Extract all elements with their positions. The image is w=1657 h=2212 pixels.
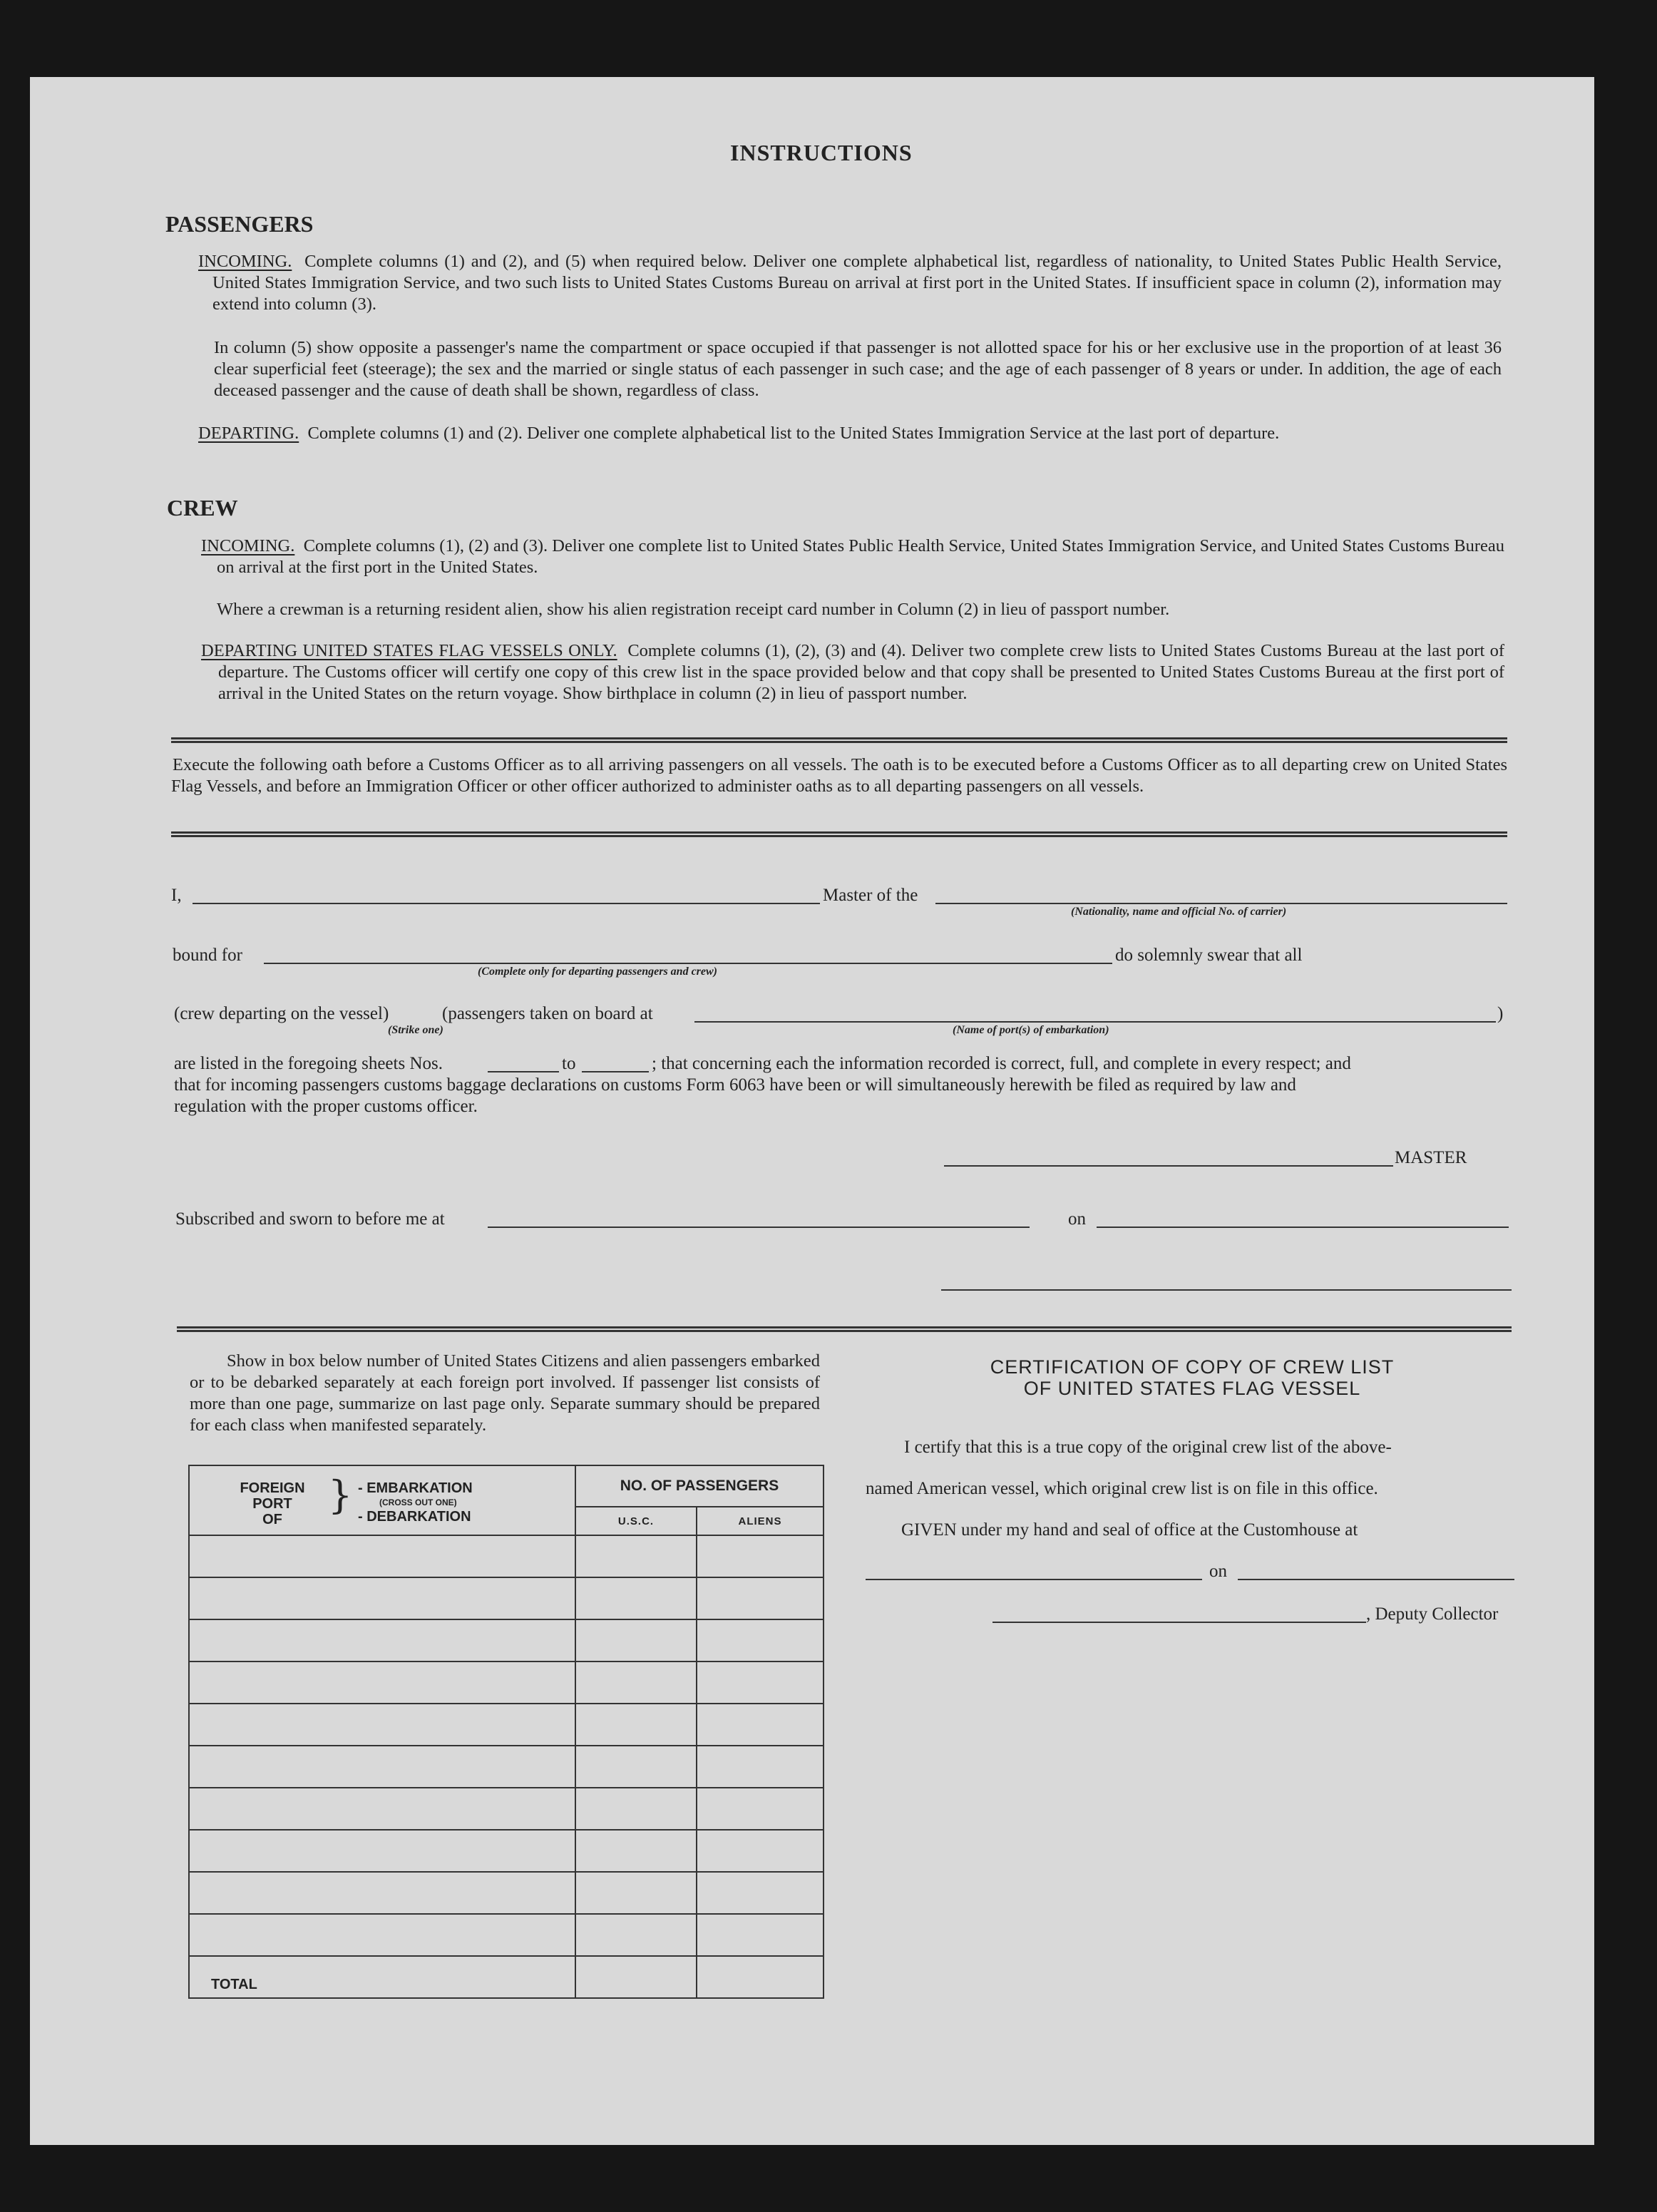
usc-cell[interactable]: [575, 1661, 697, 1704]
usc-cell[interactable]: [575, 1872, 697, 1914]
crew-departing-option[interactable]: (crew departing on the vessel): [174, 1004, 389, 1023]
aliens-cell[interactable]: [697, 1661, 824, 1704]
sworn-on-label: on: [1068, 1209, 1086, 1229]
crew-departing-paragraph: [201, 640, 1504, 705]
aliens-cell[interactable]: [697, 1830, 824, 1872]
oath-i-label: I,: [171, 886, 182, 905]
customhouse-field[interactable]: [866, 1579, 1202, 1580]
passengers-taken-option[interactable]: (passengers taken on board at: [442, 1004, 653, 1023]
crew-resident-paragraph: Where a crewman is a returning resident alien, show his alien registration receipt card number in Column (2) in lieu of passport number.: [217, 600, 1170, 619]
usc-header: U.S.C.: [575, 1507, 697, 1535]
port-cell[interactable]: [189, 1661, 575, 1704]
master-of-the-label: Master of the: [823, 886, 918, 905]
port-cell[interactable]: [189, 1830, 575, 1872]
debarkation-label: - DEBARKATION: [358, 1509, 471, 1525]
passenger-summary-table: [188, 1465, 824, 1999]
passengers-incoming-text: Complete columns (1) and (2), and (5) when required below. Deliver one complete alphabetical list, regardless of nationality, to United States Public Health Service, United States Immigration Service, and two such lists to United States Customs Bureau on arrival at first port in the United States. If insufficient space in column (2), information may extend into column (3).: [212, 252, 1502, 314]
aliens-total-cell[interactable]: [697, 1956, 824, 1998]
sworn-date-field[interactable]: [1097, 1227, 1509, 1228]
port-cell[interactable]: [189, 1746, 575, 1788]
passengers-column5-paragraph: In column (5) show opposite a passenger's name the compartment or space occupied if that passenger is not allotted space for his or her exclusive use in the proportion of at least 36 clear superficial feet (steerage); the sex and the married or single status of each passenger in such case; and the age of each passenger of 8 years or under. In addition, the age of each deceased passenger and the cause of death shall be shown, regardless of class.: [214, 338, 1502, 400]
strike-one-caption: (Strike one): [388, 1024, 443, 1036]
brace-glyph: }: [328, 1473, 353, 1517]
usc-total-cell[interactable]: [575, 1956, 697, 1998]
passengers-departing-label: DEPARTING.: [198, 424, 299, 443]
aliens-cell[interactable]: [697, 1788, 824, 1830]
port-cell[interactable]: [189, 1535, 575, 1577]
aliens-cell[interactable]: [697, 1704, 824, 1746]
passengers-departing-paragraph: [198, 423, 1502, 444]
usc-cell[interactable]: [575, 1830, 697, 1872]
master-name-field[interactable]: [193, 903, 820, 904]
ports-caption: (Name of port(s) of embarkation): [953, 1024, 1109, 1036]
bound-for-field[interactable]: [264, 963, 1112, 964]
summary-note: Show in box below number of United States Citizens and alien passengers embarked or to be debarked separately at each foreign port involved. If passenger list consists of more than one page, summarize on last page only. Separate summary should be prepared for each class when manifested separately.: [190, 1351, 820, 1435]
usc-cell[interactable]: [575, 1535, 697, 1577]
port-cell[interactable]: [189, 1619, 575, 1661]
embarkation-label: - EMBARKATION: [358, 1480, 473, 1496]
aliens-cell[interactable]: [697, 1577, 824, 1619]
certification-line2: named American vessel, which original crew list is on file in this office.: [866, 1479, 1378, 1498]
no-passengers-header: NO. OF PASSENGERS: [575, 1465, 824, 1507]
port-cell[interactable]: [189, 1577, 575, 1619]
bound-for-label: bound for: [173, 946, 242, 965]
total-label: TOTAL: [211, 1977, 257, 1992]
certification-title-line2: OF UNITED STATES FLAG VESSEL: [1023, 1378, 1361, 1399]
crew-departing-text: Complete columns (1), (2), (3) and (4). Deliver two complete crew lists to United States Customs Bureau at the last port of departure. The Customs officer will certify one copy of this crew list in the space provided below and that copy shall be presented to United States Customs Bureau at the first port of arrival in the United States on the return voyage. Show birthplace in column (2) in lieu of passport number.: [218, 641, 1504, 703]
listed-line-2: that for incoming passengers customs baggage declarations on customs Form 6063 have been or will simultaneously herewith be filed as required by law and: [174, 1075, 1296, 1095]
certification-title: [871, 1356, 1513, 1399]
section-divider: [177, 1326, 1512, 1332]
close-paren: ): [1497, 1004, 1504, 1023]
aliens-header: ALIENS: [697, 1507, 824, 1535]
section-divider: [171, 737, 1507, 743]
passengers-departing-text: Complete columns (1) and (2). Deliver one complete alphabetical list to the United States Immigration Service at the last port of departure.: [307, 424, 1280, 443]
usc-cell[interactable]: [575, 1788, 697, 1830]
port-header-cell: [189, 1465, 575, 1535]
sheet-from-field[interactable]: [488, 1071, 559, 1072]
total-row-label: [189, 1956, 575, 1998]
cross-out-label: (CROSS OUT ONE): [379, 1497, 457, 1507]
deputy-collector-label: , Deputy Collector: [1366, 1604, 1499, 1624]
aliens-cell[interactable]: [697, 1872, 824, 1914]
sworn-place-field[interactable]: [488, 1227, 1030, 1228]
aliens-cell[interactable]: [697, 1535, 824, 1577]
aliens-cell[interactable]: [697, 1914, 824, 1956]
sheet-to-field[interactable]: [582, 1071, 649, 1072]
certification-line1: I certify that this is a true copy of the original crew list of the above-: [904, 1438, 1392, 1457]
form-page: [30, 77, 1594, 2145]
to-label: to: [562, 1054, 576, 1073]
aliens-cell[interactable]: [697, 1746, 824, 1788]
col-port-line2: PORT: [252, 1496, 292, 1512]
crew-heading: CREW: [167, 495, 238, 521]
swear-text: do solemnly swear that all: [1115, 946, 1303, 965]
listed-line-3: regulation with the proper customs officer.: [174, 1097, 478, 1116]
subscribed-label: Subscribed and sworn to before me at: [175, 1209, 445, 1229]
usc-cell[interactable]: [575, 1577, 697, 1619]
certification-date-field[interactable]: [1238, 1579, 1514, 1580]
listed-prefix-text: are listed in the foregoing sheets Nos.: [174, 1054, 443, 1073]
port-cell[interactable]: [189, 1704, 575, 1746]
crew-incoming-paragraph: [201, 536, 1505, 578]
master-label: MASTER: [1395, 1148, 1467, 1167]
embarkation-ports-field[interactable]: [694, 1021, 1496, 1023]
master-signature-field[interactable]: [944, 1165, 1393, 1167]
passengers-incoming-paragraph: [198, 251, 1502, 315]
col-port-line1: FOREIGN: [240, 1480, 305, 1496]
passengers-incoming-label: INCOMING.: [198, 252, 292, 271]
crew-incoming-label: INCOMING.: [201, 536, 295, 555]
aliens-cell[interactable]: [697, 1619, 824, 1661]
port-cell[interactable]: [189, 1788, 575, 1830]
page-title: INSTRUCTIONS: [730, 140, 913, 165]
carrier-caption: (Nationality, name and official No. of carrier): [1071, 906, 1287, 918]
bound-for-caption: (Complete only for departing passengers and crew): [478, 966, 717, 978]
crew-departing-label: DEPARTING UNITED STATES FLAG VESSELS ONLY.: [201, 641, 617, 660]
certification-line3: GIVEN under my hand and seal of office at the Customhouse at: [901, 1520, 1358, 1540]
listed-suffix-text: ; that concerning each the information recorded is correct, full, and complete in every respect; and: [652, 1054, 1351, 1073]
usc-cell[interactable]: [575, 1914, 697, 1956]
usc-cell[interactable]: [575, 1704, 697, 1746]
port-cell[interactable]: [189, 1914, 575, 1956]
col-port-line3: OF: [262, 1512, 282, 1527]
officer-signature-field[interactable]: [941, 1289, 1512, 1291]
crew-incoming-text: Complete columns (1), (2) and (3). Deliver one complete list to United States Public Health Service, United States Immigration Service, and United States Customs Bureau on arrival at the first port in the United States.: [217, 536, 1505, 577]
oath-note-paragraph: Execute the following oath before a Customs Officer as to all arriving passengers on all vessels. The oath is to be executed before a Customs Officer as to all departing crew on United States Flag Vessels, and before an Immigration Officer or other officer authorized to administer oaths as to all departing passengers on all vessels.: [171, 755, 1507, 796]
deputy-signature-field[interactable]: [992, 1622, 1366, 1623]
passengers-heading: PASSENGERS: [165, 211, 314, 237]
carrier-field[interactable]: [935, 903, 1507, 904]
certification-on-label: on: [1209, 1562, 1227, 1581]
usc-cell[interactable]: [575, 1619, 697, 1661]
certification-title-line1: CERTIFICATION OF COPY OF CREW LIST: [990, 1356, 1395, 1378]
usc-cell[interactable]: [575, 1746, 697, 1788]
port-cell[interactable]: [189, 1872, 575, 1914]
section-divider: [171, 831, 1507, 837]
